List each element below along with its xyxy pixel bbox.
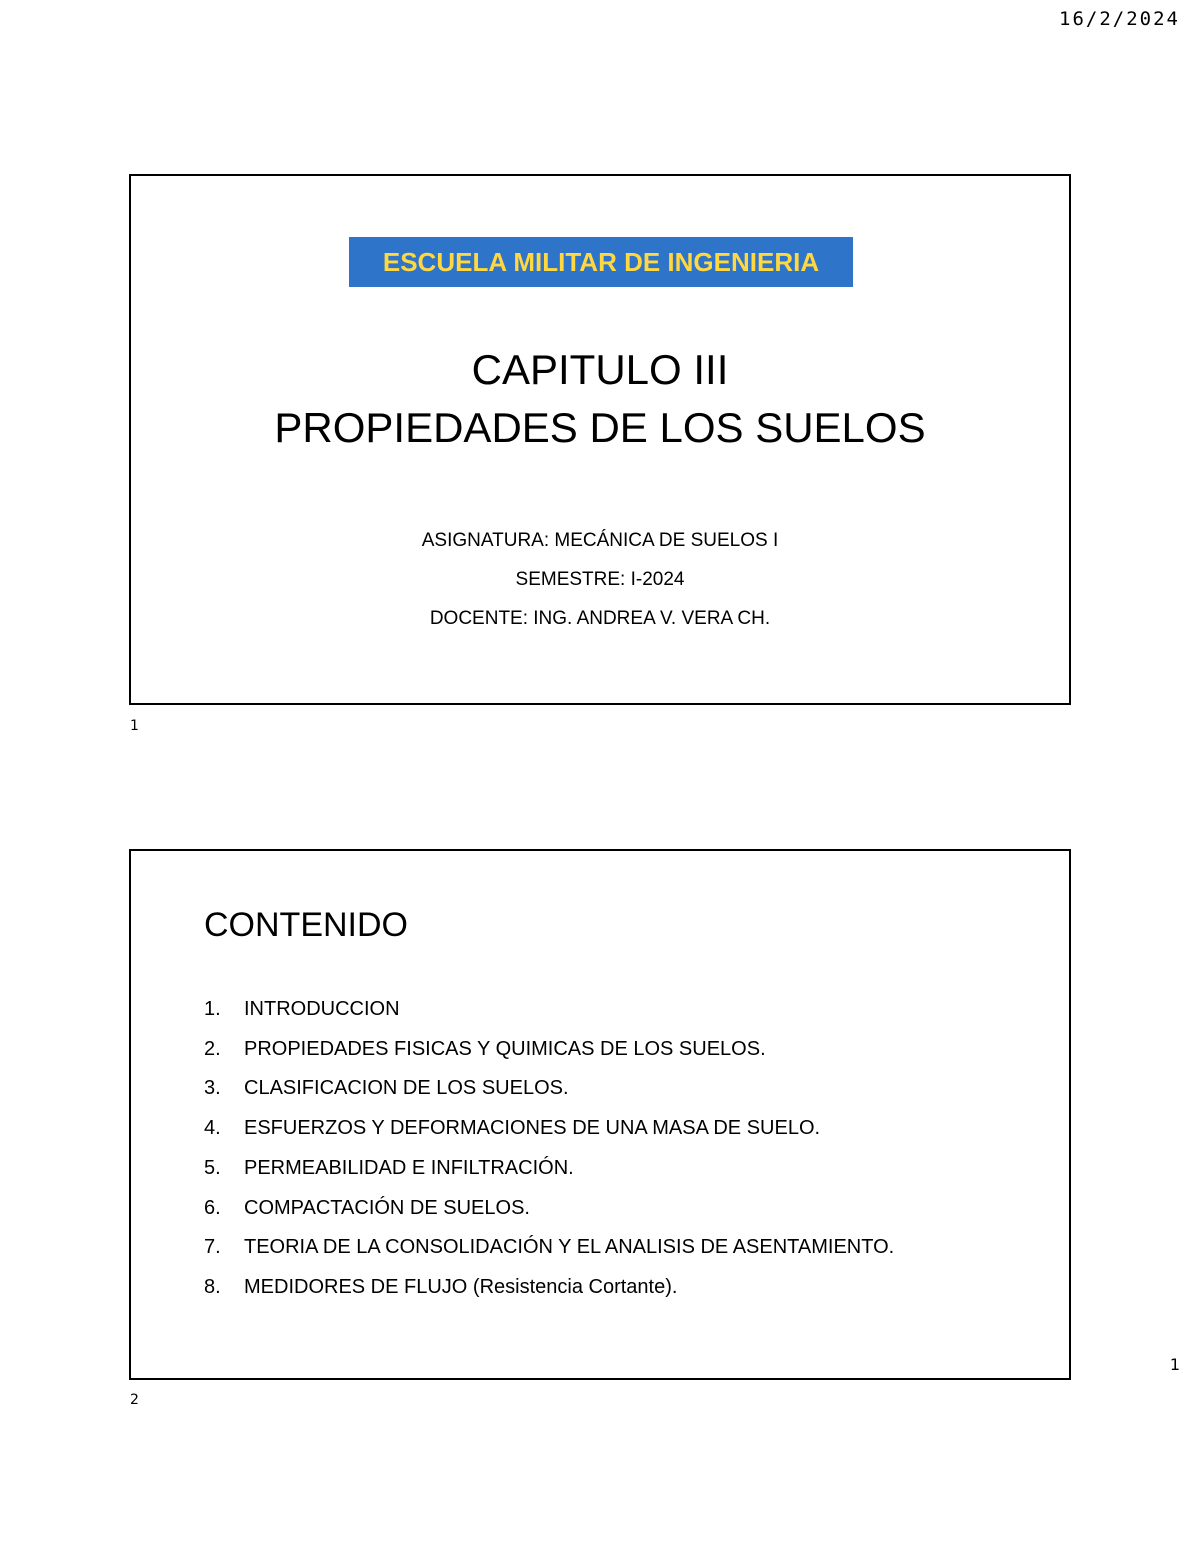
item-number: 4.	[204, 1117, 221, 1140]
item-number: 2.	[204, 1037, 221, 1060]
slide-number: 1	[130, 718, 139, 734]
slide-title	[129, 174, 1071, 705]
item-number: 5.	[204, 1156, 221, 1179]
chapter-number: CAPITULO III	[471, 346, 729, 393]
subject-line: ASIGNATURA: MECÁNICA DE SUELOS I	[421, 530, 779, 551]
item-number: 3.	[204, 1077, 221, 1100]
teacher-line: DOCENTE: ING. ANDREA V. VERA CH.	[429, 608, 771, 629]
list-item	[204, 1189, 894, 1229]
item-number: 1.	[204, 998, 221, 1020]
item-text: CLASIFICACION DE LOS SUELOS.	[244, 1077, 569, 1100]
list-item	[204, 990, 894, 1030]
list-item	[204, 1149, 894, 1189]
item-text: TEORIA DE LA CONSOLIDACIÓN Y EL ANALISIS DE ASENTAMIENTO.	[244, 1236, 895, 1259]
item-text: PROPIEDADES FISICAS Y QUIMICAS DE LOS SUELOS.	[244, 1037, 766, 1060]
item-text: COMPACTACIÓN DE SUELOS.	[244, 1196, 530, 1219]
list-item	[204, 1228, 894, 1268]
page-number: 1	[1169, 1355, 1180, 1374]
item-number: 7.	[204, 1236, 221, 1259]
list-item	[204, 1030, 894, 1070]
list-item	[204, 1069, 894, 1109]
list-item	[204, 1109, 894, 1149]
chapter-title	[131, 341, 1069, 457]
contents-heading: CONTENIDO	[204, 906, 408, 944]
course-info	[131, 521, 1069, 638]
institution-banner: ESCUELA MILITAR DE INGENIERIA	[349, 237, 853, 287]
item-text: PERMEABILIDAD E INFILTRACIÓN.	[244, 1156, 574, 1179]
item-number: 6.	[204, 1196, 221, 1219]
item-text: MEDIDORES DE FLUJO (Resistencia Cortante).	[244, 1275, 678, 1298]
item-number: 8.	[204, 1275, 221, 1298]
slide-contents	[129, 849, 1071, 1380]
item-text: ESFUERZOS Y DEFORMACIONES DE UNA MASA DE SUELO.	[244, 1117, 821, 1140]
semester-line: SEMESTRE: I-2024	[515, 569, 685, 590]
item-text: INTRODUCCION	[244, 998, 400, 1020]
contents-list	[204, 990, 894, 1308]
list-item	[204, 1268, 894, 1308]
chapter-name: PROPIEDADES DE LOS SUELOS	[274, 404, 926, 451]
slide-number: 2	[130, 1392, 139, 1408]
print-date: 16/2/2024	[1059, 8, 1180, 30]
